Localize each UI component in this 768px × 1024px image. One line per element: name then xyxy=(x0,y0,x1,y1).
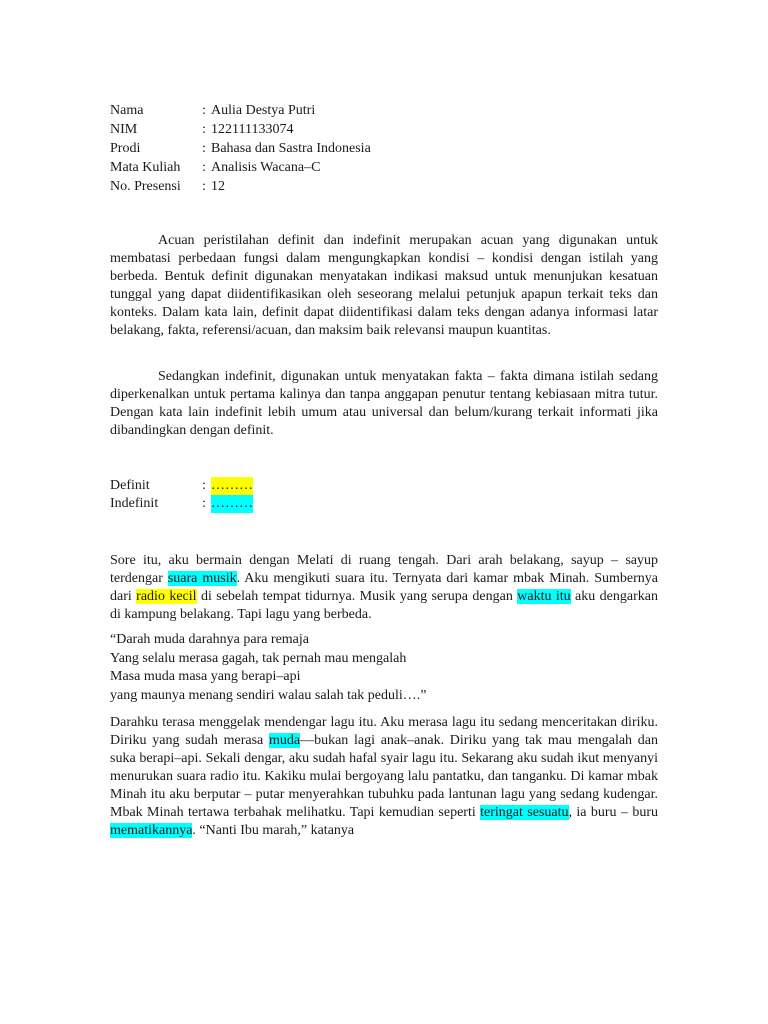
paragraph-indefinit: Sedangkan indefinit, digunakan untuk menyatakan fakta – fakta dimana istilah sedang diperkenalkan untuk pertama kalinya dan tanpa anggapan penutur tentang kebiasaan mitra tutur. Dengan kata lain indefinit lebih umum atau universal dan belum/kurang terkait informati jika dibandingkan dengan definit. xyxy=(110,369,658,438)
story-paragraph-2 xyxy=(110,714,658,840)
lyric-line: yang maunya menang sendiri walau salah tak peduli….” xyxy=(110,687,427,703)
info-key: No. Presensi xyxy=(110,179,181,194)
highlight-legend xyxy=(110,477,510,513)
info-row-attendance xyxy=(110,177,510,196)
info-value: Analisis Wacana–C xyxy=(211,160,321,175)
highlight-definit: radio kecil xyxy=(136,589,197,604)
info-colon: : xyxy=(202,160,206,175)
info-key: Mata Kuliah xyxy=(110,160,181,175)
story-paragraph-1 xyxy=(110,552,658,624)
story-text: . “Nanti Ibu marah,” katanya xyxy=(192,823,355,838)
legend-key: Definit xyxy=(110,478,150,493)
info-key: NIM xyxy=(110,122,138,137)
highlight-indefinit: mematikannya xyxy=(110,823,193,838)
story-text: —bukan lagi anak–anak. Diriku yang tak mau mengalah dan suka berapi–api. Sekali dengar, aku sudah hafal syair lagu itu. Sekarang aku sudah ikut menyanyi menurukan suara radio itu. Kakiku mulai bergoyang lalu pantatku, dan tanganku. Di kamar mbak Minah itu aku berputar – putar menyerahkan tubuhku pada lantunan lagu yang sedang kudengar. Mbak Minah tertawa terbahak melihatku. Tapi kemudian seperti xyxy=(110,733,658,820)
info-row-name xyxy=(110,101,510,120)
song-lyrics xyxy=(110,631,658,705)
info-row-nim xyxy=(110,120,510,139)
lyric-line: Yang selalu merasa gagah, tak pernah mau mengalah xyxy=(110,650,407,666)
lyric-line: “Darah muda darahnya para remaja xyxy=(110,632,309,647)
info-colon: : xyxy=(202,179,206,194)
info-value: Bahasa dan Sastra Indonesia xyxy=(211,141,371,156)
legend-colon: : xyxy=(202,478,206,493)
info-key: Prodi xyxy=(110,141,141,156)
highlight-indefinit: suara musik xyxy=(167,571,237,586)
info-value: Aulia Destya Putri xyxy=(211,103,316,118)
story-text: aku dengarkan di kampung belakang. Tapi lagu yang berbeda. xyxy=(110,589,658,622)
legend-key: Indefinit xyxy=(110,496,159,511)
paragraph-definit: Acuan peristilahan definit dan indefinit merupakan acuan yang digunakan untuk membatasi perbedaan fungsi dalam mengungkapkan kondisi – kondisi dengan istilah yang berbeda. Bentuk definit digunakan menyatakan indikasi maksud untuk menunjukan kesatuan tunggal yang dapat diidentifikasikan oleh seseorang melalui petunjuk apapun terkait teks dan konteks. Dalam kata lain, definit dapat diidentifikasi dalam teks dengan adanya informasi latar belakang, fakta, referensi/acuan, dan maksim baik relevansi maupun kuantitas. xyxy=(110,233,658,338)
info-value: 122111133074 xyxy=(211,122,294,137)
story-text: Darahku terasa menggelak mendengar lagu itu. Aku merasa lagu itu sedang menceritakan diriku. Diriku yang sudah merasa xyxy=(110,715,658,748)
legend-row-indefinit xyxy=(110,495,510,513)
info-row-prodi xyxy=(110,139,510,158)
info-colon: : xyxy=(202,103,206,118)
highlight-indefinit: waktu itu xyxy=(517,589,571,604)
legend-row-definit xyxy=(110,477,510,495)
info-value: 12 xyxy=(211,179,225,194)
highlight-indefinit: muda xyxy=(268,733,301,748)
legend-swatch-definit: ……… xyxy=(211,478,253,493)
legend-colon: : xyxy=(202,496,206,511)
legend-swatch-indefinit: ……… xyxy=(211,496,253,511)
info-colon: : xyxy=(202,141,206,156)
story-text: di sebelah tempat tidurnya. Musik yang serupa dengan xyxy=(196,589,518,604)
student-info xyxy=(110,101,510,196)
info-key: Nama xyxy=(110,103,144,118)
story-text: , ia buru – buru xyxy=(568,805,658,820)
info-colon: : xyxy=(202,122,206,137)
info-row-course xyxy=(110,158,510,177)
highlight-indefinit: teringat sesuatu xyxy=(480,805,569,820)
story-text: Sore itu, aku bermain dengan Melati di ruang tengah. Dari arah belakang, sayup – sayup terdengar xyxy=(110,553,658,586)
lyric-line: Masa muda masa yang berapi–api xyxy=(110,669,301,684)
story-text: . Aku mengikuti suara itu. Ternyata dari kamar mbak Minah. Sumbernya dari xyxy=(110,571,659,604)
